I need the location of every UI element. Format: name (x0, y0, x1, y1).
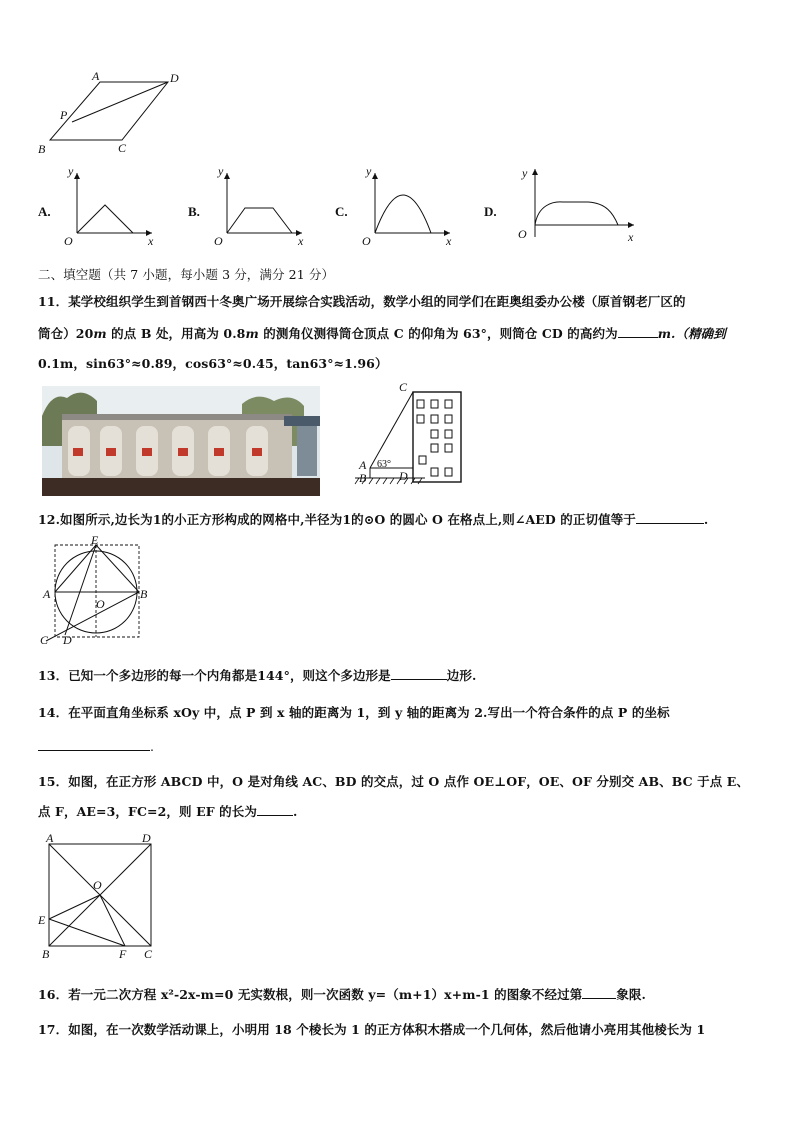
svg-text:A: A (359, 458, 367, 472)
svg-text:D: D (63, 633, 72, 647)
svg-text:D: D (399, 469, 408, 483)
svg-text:E: E (91, 533, 99, 547)
option-d-graph (508, 165, 648, 250)
q15-line2: 点 F，AE=3，FC=2，则 EF 的长为 . (38, 804, 298, 819)
label-C: C (118, 141, 127, 155)
svg-text:B: B (140, 587, 148, 601)
svg-text:B: B (42, 947, 50, 961)
option-b-graph (210, 165, 310, 250)
svg-text:O: O (518, 227, 527, 241)
q11-line1: 11．某学校组织学生到首钢西十冬奥广场开展综合实践活动，数学小组的同学们在距奥组委办公楼（原首钢老厂区的 (38, 294, 686, 309)
q14-text: 14．在平面直角坐标系 xOy 中，点 P 到 x 轴的距离为 1，到 y 轴的距离为 2.写出一个符合条件的点 P 的坐标 (38, 705, 670, 720)
parallelogram-figure (30, 70, 190, 160)
svg-text:O: O (64, 234, 73, 248)
svg-text:x: x (628, 230, 634, 244)
svg-text:C: C (40, 633, 49, 647)
q11-line2: 筒仓）20m 的点 B 处，用高为 0.8m 的测角仪测得筒仓顶点 C 的仰角为 63°，则筒仓 CD 的高约为 m.（精确到 (38, 326, 726, 341)
q15-line1: 15．如图，在正方形 ABCD 中，O 是对角线 AC、BD 的交点，过 O 点作 OE⊥OF，OE、OF 分别交 AB、BC 于点 E、 (38, 774, 750, 789)
option-c-label: C. (335, 204, 348, 219)
label-D: D (170, 71, 179, 85)
svg-text:F: F (119, 947, 127, 961)
svg-text:A: A (43, 587, 51, 601)
svg-text:A: A (46, 831, 54, 845)
svg-text:O: O (362, 234, 371, 248)
svg-text:D: D (142, 831, 151, 845)
svg-text:O: O (93, 878, 102, 892)
svg-text:O: O (214, 234, 223, 248)
svg-text:y: y (522, 166, 528, 180)
option-a-graph (60, 165, 160, 250)
q12-diagram (38, 533, 158, 647)
option-c-graph (358, 165, 458, 250)
option-b-label: B. (188, 204, 200, 219)
svg-text:B: B (359, 471, 367, 485)
q12-text: 12.如图所示,边长为1的小正方形构成的网格中,半径为1的⊙O 的圆心 O 在格点上,则∠AED 的正切值等于 . (38, 512, 709, 527)
option-d-label: D. (484, 204, 497, 219)
q15-diagram (36, 830, 166, 962)
svg-text:63°: 63° (377, 459, 391, 470)
svg-text:O: O (96, 597, 105, 611)
svg-text:C: C (399, 380, 408, 394)
label-B: B (38, 142, 46, 156)
svg-text:y: y (68, 164, 74, 178)
svg-text:C: C (144, 947, 153, 961)
svg-text:x: x (446, 234, 452, 248)
svg-text:y: y (218, 164, 224, 178)
q13-text: 13．已知一个多边形的每一个内角都是144°，则这个多边形是 边形. (38, 668, 477, 683)
building-photo (42, 386, 320, 496)
label-P: P (60, 108, 68, 122)
svg-text:y: y (366, 164, 372, 178)
svg-text:x: x (298, 234, 304, 248)
svg-text:E: E (38, 913, 46, 927)
q16-text: 16．若一元二次方程 x²-2x-m=0 无实数根，则一次函数 y=（m+1）x+m-1 的图象不经过第 象限. (38, 987, 646, 1002)
section-heading: 二、填空题（共 7 小题，每小题 3 分，满分 21 分） (38, 267, 335, 282)
q11-line3: 0.1m，sin63°≈0.89，cos63°≈0.45，tan63°≈1.96） (38, 356, 388, 371)
q14-answer: . (38, 738, 154, 754)
label-A: A (92, 69, 100, 83)
svg-text:x: x (148, 234, 154, 248)
option-a-label: A. (38, 204, 51, 219)
q11-diagram (345, 380, 470, 495)
q17-text: 17．如图，在一次数学活动课上，小明用 18 个棱长为 1 的正方体积木搭成一个几何体，然后他请小亮用其他棱长为 1 (38, 1022, 706, 1037)
